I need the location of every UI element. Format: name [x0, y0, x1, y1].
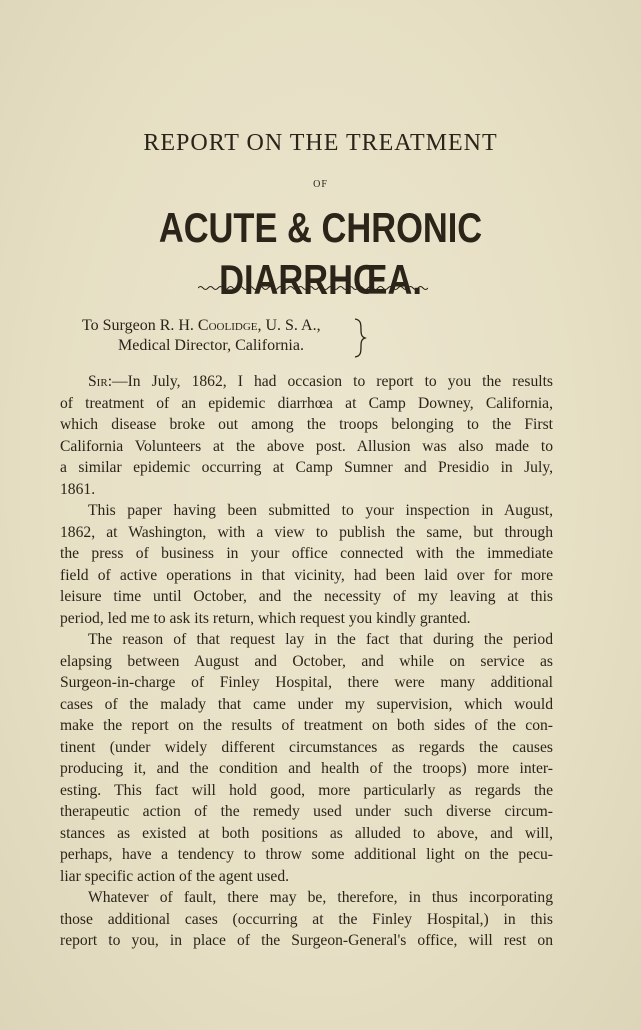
- text-line: period, led me to ask its return, which request you kindly granted.: [60, 609, 471, 627]
- text-line: stances as existed at both positions as alluded to above, and will,: [60, 824, 553, 842]
- text-line: This paper having been submitted to your inspection in August,: [88, 502, 553, 519]
- text-line: Whatever of fault, there may be, therefore, in thus incorporating: [88, 889, 553, 906]
- text-line: tinent (under widely different circumstances as regards the causes: [60, 738, 553, 756]
- main-title: ACUTE & CHRONIC DIARRHŒA.: [158, 204, 483, 303]
- text-line: elapsing between August and October, and while on service as: [60, 652, 553, 670]
- address-line-2: Medical Director, California.: [118, 337, 304, 354]
- title-of: OF: [313, 179, 328, 190]
- text-line: cases of the malady that came under my supervision, which would: [60, 695, 553, 713]
- title-line-1: REPORT ON THE TREATMENT: [143, 130, 498, 156]
- text-line: make the report on the results of treatment on both sides of the con-: [60, 717, 553, 734]
- address-block: [82, 316, 321, 356]
- text-line: of treatment of an epidemic diarrhœa at Camp Downey, California,: [60, 394, 553, 412]
- text-line: report to you, in place of the Surgeon-General's office, will rest on: [60, 932, 553, 949]
- text-line: The reason of that request lay in the fact that during the period: [88, 631, 553, 648]
- text-line: Surgeon-in-charge of Finley Hospital, there were many additional: [60, 674, 553, 691]
- text-line: therapeutic action of the remedy used under such diverse circum-: [60, 803, 553, 820]
- text-line: the press of business in your office connected with the immediate: [60, 545, 553, 562]
- text-line: California Volunteers at the above post. Allusion was also made to: [60, 437, 553, 455]
- text-line: 1861.: [60, 480, 96, 498]
- text-line: which disease broke out among the troops belonging to the First: [60, 416, 553, 433]
- address-to: To Surgeon: [82, 317, 160, 334]
- text-line: Sir:—In July, 1862, I had occasion to report to you the results: [88, 373, 553, 390]
- text-line: a similar epidemic occurring at Camp Sumner and Presidio in July,: [60, 459, 553, 476]
- body-text: [60, 371, 553, 952]
- text-line: esting. This fact will hold good, more particularly as regards the: [60, 781, 553, 799]
- text-line: liar specific action of the agent used.: [60, 867, 290, 885]
- text-line: producing it, and the condition and health of the troops) more inter-: [60, 760, 553, 777]
- salutation: Sir: [88, 373, 108, 390]
- wavy-divider: [198, 283, 428, 293]
- text-line: perhaps, have a tendency to throw some additional light on the pecu-: [60, 846, 553, 863]
- text-line: those additional cases (occurring at the Finley Hospital,) in this: [60, 910, 553, 928]
- addressee-name: R. H. Coolidge, U. S. A.,: [159, 317, 321, 334]
- text-line: leisure time until October, and the necessity of my leaving at this: [60, 588, 553, 605]
- address-line-1: [82, 316, 321, 336]
- right-brace: [353, 318, 367, 358]
- text-line: field of active operations in that vicinity, had been laid over for more: [60, 566, 553, 584]
- text-line: 1862, at Washington, with a view to publish the same, but through: [60, 523, 553, 541]
